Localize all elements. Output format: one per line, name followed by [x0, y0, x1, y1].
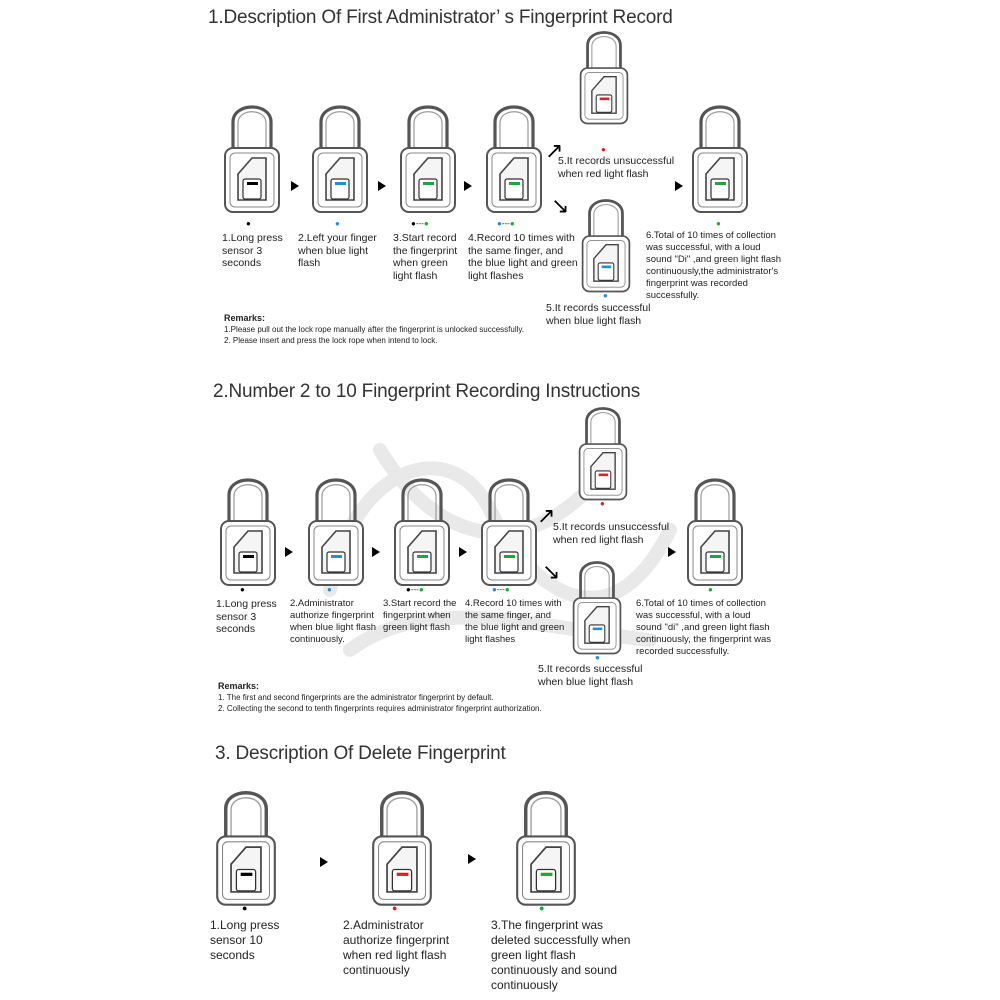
- indicator-dot-icon: ●: [539, 903, 545, 913]
- padlock-icon: [479, 468, 539, 590]
- padlock-icon: [310, 95, 370, 217]
- arrow-diagonal-icon: ↗: [545, 138, 564, 163]
- padlock-icon: [392, 468, 452, 590]
- remarks-title: Remarks:: [218, 681, 260, 691]
- arrow-right-icon: [675, 181, 683, 191]
- arrow-right-icon: [291, 181, 299, 191]
- indicator-dot-icon: ●---●: [492, 585, 510, 594]
- step-caption: 2.Administrator authorize fingerprint when blue light flash continuously.: [290, 598, 377, 645]
- indicator-dot-icon: ●: [246, 219, 251, 228]
- step-caption: 5.It records successful when blue light flash: [546, 302, 651, 327]
- step-caption: 5.It records unsuccessful when red light flash: [558, 155, 675, 180]
- step-caption: 1.Long press sensor 10 seconds: [210, 918, 280, 962]
- padlock-icon: [685, 468, 745, 590]
- remarks-title: Remarks:: [224, 313, 266, 323]
- padlock-icon: [690, 95, 750, 217]
- remark-item: 2. Please insert and press the lock rope when intend to lock.: [224, 336, 438, 345]
- remark-item: 1.Please pull out the lock rope manually after the fingerprint is unlocked successfully.: [224, 325, 525, 334]
- indicator-dot-icon: ●---●: [497, 219, 515, 228]
- indicator-dot-icon: ●: [327, 585, 332, 594]
- padlock-icon: [218, 468, 278, 590]
- remarks-2: [218, 681, 598, 714]
- padlock-icon: [222, 95, 282, 217]
- padlock-icon: [580, 190, 632, 296]
- indicator-dot-icon: ●: [600, 499, 605, 508]
- step-caption: 2.Administrator authorize fingerprint when red light flash continuously: [343, 918, 450, 977]
- step-caption: 4.Record 10 times with the same finger, and the blue light and green light flashes: [468, 232, 578, 282]
- arrow-right-icon: [468, 854, 476, 864]
- padlock-icon: [514, 780, 578, 913]
- arrow-diagonal-icon: ↘: [551, 193, 570, 218]
- arrow-right-icon: [668, 547, 676, 557]
- indicator-dot-icon: ●: [240, 585, 245, 594]
- remark-item: 2. Collecting the second to tenth fingerprints requires administrator fingerprint authorization.: [218, 704, 542, 713]
- padlock-icon: [578, 22, 630, 128]
- arrow-diagonal-icon: ↗: [537, 503, 556, 528]
- remarks-1: [224, 313, 564, 346]
- indicator-dot-icon: ●: [603, 291, 608, 300]
- indicator-dot-icon: ●: [708, 585, 713, 594]
- indicator-dot-icon: ●: [716, 219, 721, 228]
- padlock-icon: [484, 95, 544, 217]
- arrow-right-icon: [464, 181, 472, 191]
- section-3-title: 3. Description Of Delete Fingerprint: [215, 743, 506, 764]
- step-caption: 3.The fingerprint was deleted successfully when green light flash continuously and sound continuously: [491, 918, 631, 992]
- section-1-title: 1.Description Of First Administrator’ s Fingerprint Record: [208, 7, 673, 28]
- step-caption: 6.Total of 10 times of collection was successful, with a loud sound "di" ,and green light flash continuously, the fingerprint was recorded successfully.: [636, 598, 772, 657]
- step-caption: 1.Long press sensor 3 seconds: [216, 598, 277, 635]
- arrow-right-icon: [372, 547, 380, 557]
- step-caption: 5.It records successful when blue light flash: [538, 663, 643, 688]
- indicator-dot-icon: ●: [335, 219, 340, 228]
- arrow-right-icon: [378, 181, 386, 191]
- padlock-icon: [577, 398, 629, 504]
- arrow-diagonal-icon: ↘: [542, 559, 561, 584]
- step-caption: 1.Long press sensor 3 seconds: [222, 232, 283, 269]
- step-caption: 4.Record 10 times with the same finger, and the blue light and green light flashes: [465, 598, 565, 645]
- remark-item: 1. The first and second fingerprints are the administrator fingerprint by default.: [218, 693, 494, 702]
- indicator-dot-icon: ●: [392, 903, 398, 913]
- indicator-dot-icon: ●: [595, 653, 600, 662]
- padlock-icon: [571, 552, 623, 658]
- indicator-dot-icon: ●---●: [411, 219, 429, 228]
- padlock-icon: [370, 780, 434, 913]
- padlock-icon: [214, 780, 278, 913]
- step-caption: 3.Start record the fingerprint when green light flash: [393, 232, 458, 282]
- indicator-dot-icon: ●---●: [406, 585, 424, 594]
- padlock-icon: [306, 468, 366, 590]
- indicator-dot-icon: ●: [601, 145, 606, 154]
- step-caption: 5.It records unsuccessful when red light flash: [553, 521, 670, 546]
- arrow-right-icon: [459, 547, 467, 557]
- step-caption: 6.Total of 10 times of collection was successful, with a loud sound "Di" ,and green light flash continuously,the administrator's fingerprint was recorded successfully.: [646, 230, 782, 301]
- arrow-right-icon: [320, 857, 328, 867]
- indicator-dot-icon: ●: [242, 903, 248, 913]
- padlock-icon: [398, 95, 458, 217]
- step-caption: 2.Left your finger when blue light flash: [298, 232, 377, 269]
- step-caption: 3.Start record the fingerprint when green light flash: [383, 598, 457, 633]
- section-2-title: 2.Number 2 to 10 Fingerprint Recording Instructions: [213, 381, 641, 402]
- arrow-right-icon: [285, 547, 293, 557]
